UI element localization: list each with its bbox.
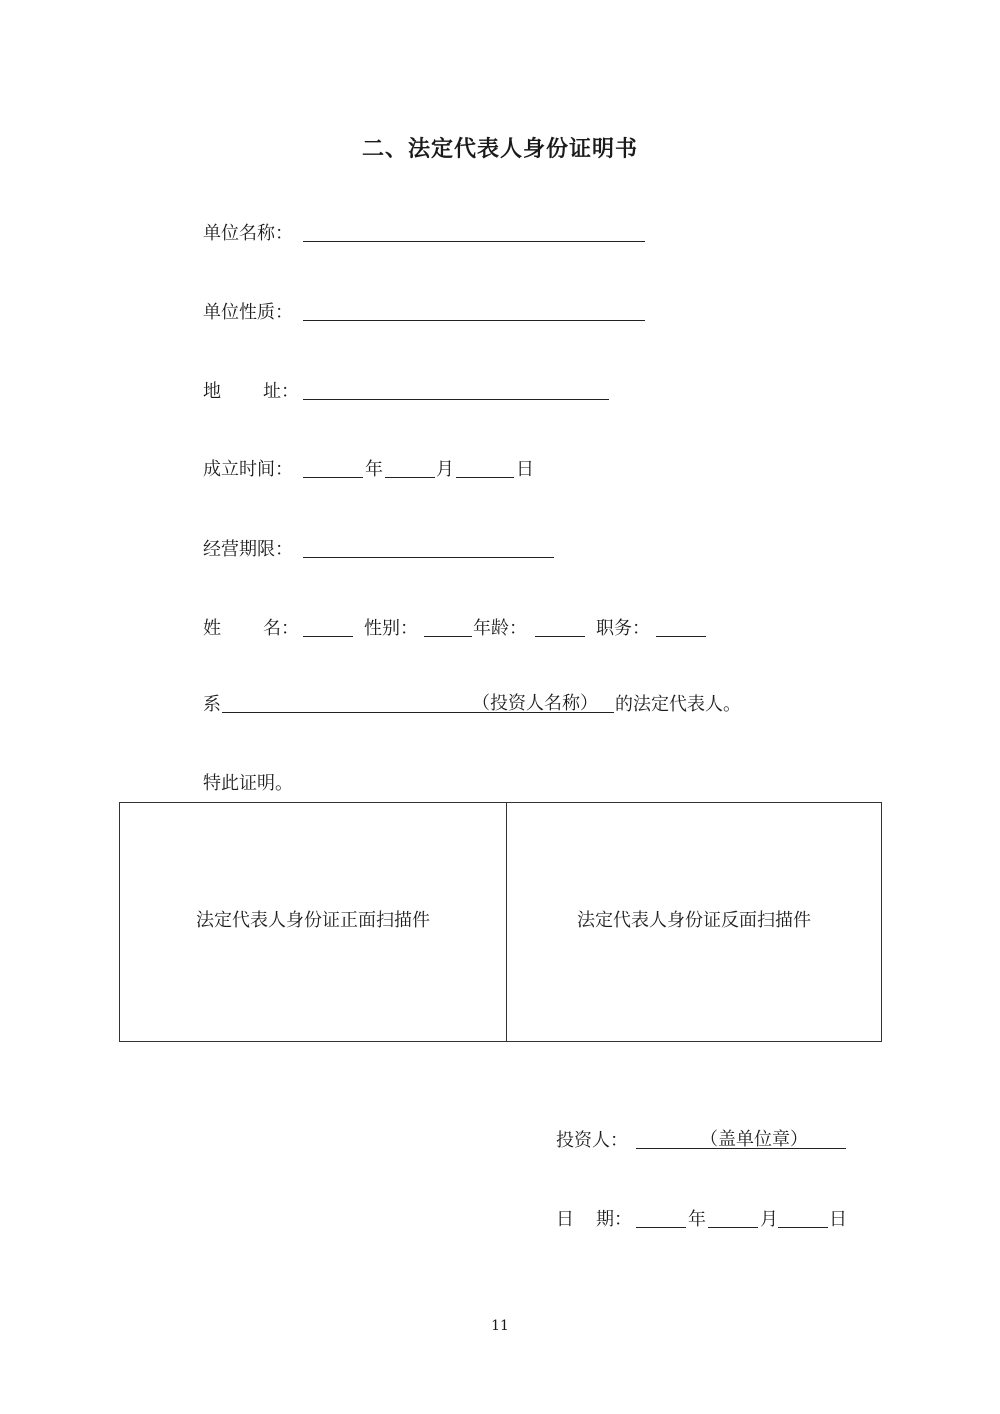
established-year-blank[interactable] — [303, 477, 363, 478]
address-label-part1: 地 — [203, 381, 221, 402]
investor-name-placeholder: （投资人名称） — [472, 693, 598, 714]
date-month-blank[interactable] — [708, 1227, 758, 1228]
date-day-blank[interactable] — [778, 1227, 828, 1228]
established-month-label: 月 — [436, 459, 454, 480]
certify-text: 特此证明。 — [203, 773, 293, 794]
date-day-label: 日 — [829, 1209, 847, 1230]
statement-prefix: 系 — [203, 694, 221, 715]
unit-name-blank[interactable] — [303, 241, 645, 242]
date-year-blank[interactable] — [636, 1227, 686, 1228]
position-blank[interactable] — [656, 636, 706, 637]
age-label: 年龄： — [473, 618, 527, 639]
established-year-label: 年 — [365, 459, 383, 480]
gender-blank[interactable] — [424, 636, 472, 637]
position-label: 职务： — [596, 618, 650, 639]
id-front-scan-label: 法定代表人身份证正面扫描件 — [196, 910, 430, 931]
established-day-label: 日 — [516, 459, 534, 480]
age-blank[interactable] — [535, 636, 585, 637]
page-number: 11 — [491, 1318, 509, 1334]
established-label: 成立时间： — [203, 459, 293, 480]
name-blank[interactable] — [303, 636, 353, 637]
date-year-label: 年 — [688, 1209, 706, 1230]
investor-label: 投资人： — [556, 1130, 628, 1151]
seal-placeholder: （盖单位章） — [700, 1129, 808, 1150]
address-label-part2: 址： — [263, 381, 299, 402]
unit-nature-blank[interactable] — [303, 320, 645, 321]
name-label-part1: 姓 — [203, 618, 221, 639]
established-day-blank[interactable] — [456, 477, 514, 478]
unit-nature-label: 单位性质： — [203, 302, 293, 323]
document-title: 二、法定代表人身份证明书 — [361, 137, 638, 162]
gender-label: 性别： — [364, 618, 418, 639]
term-blank[interactable] — [303, 557, 554, 558]
statement-suffix: 的法定代表人。 — [615, 694, 741, 715]
address-blank[interactable] — [303, 399, 609, 400]
unit-name-label: 单位名称： — [203, 223, 293, 244]
name-label-part2: 名： — [263, 618, 299, 639]
date-label-part2: 期： — [596, 1209, 632, 1230]
date-month-label: 月 — [760, 1209, 778, 1230]
term-label: 经营期限： — [203, 539, 293, 560]
date-label-part1: 日 — [556, 1209, 574, 1230]
established-month-blank[interactable] — [385, 477, 435, 478]
id-back-scan-label: 法定代表人身份证反面扫描件 — [577, 910, 811, 931]
